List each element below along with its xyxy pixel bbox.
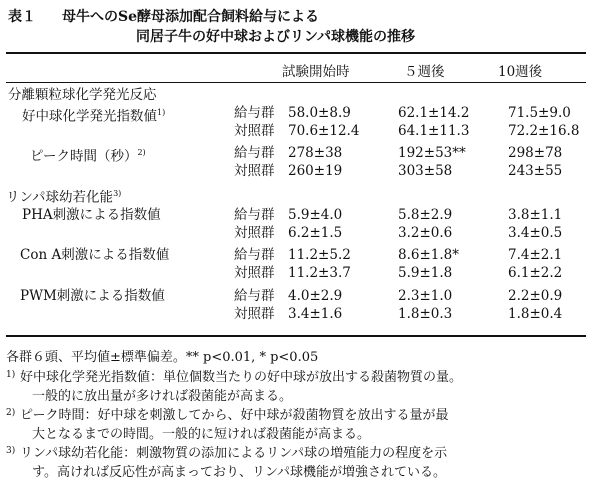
table-header-rule xyxy=(6,82,586,83)
footnote-mark-3: 3) xyxy=(6,446,16,456)
footnote-mark-1: 1) xyxy=(6,370,16,380)
row-group: 給与群 xyxy=(234,105,275,121)
table-cell: 1.8±0.4 xyxy=(508,306,563,322)
table-cell: 2.3±1.0 xyxy=(398,288,453,304)
table-cell: 3.4±1.6 xyxy=(288,306,343,322)
table-cell: 3.4±0.5 xyxy=(508,225,563,241)
table-cell: 11.2±5.2 xyxy=(288,247,351,263)
row-group: 給与群 xyxy=(234,145,275,161)
table-cell: 303±58 xyxy=(398,163,453,179)
table-cell: 72.2±16.8 xyxy=(508,123,580,139)
table-cell: 6.1±2.2 xyxy=(508,265,563,281)
table-cell: 192±53** xyxy=(398,145,466,161)
table-cell: 5.9±1.8 xyxy=(398,265,453,281)
footnote-1-line-1: 好中球化学発光指数値：単位個数当たりの好中球が放出する殺菌物質の量。 xyxy=(20,370,463,385)
table-cell: 71.5±9.0 xyxy=(508,105,571,121)
row-group: 給与群 xyxy=(234,288,275,304)
footnote-3-line-1: リンパ球幼若化能：刺激物質の添加によるリンパ球の増殖能力の程度を示 xyxy=(20,446,448,461)
table-cell: 260±19 xyxy=(288,163,343,179)
table-cell: 5.9±4.0 xyxy=(288,207,343,223)
table-cell: 5.8±2.9 xyxy=(398,207,453,223)
row-label: Con A刺激による指数値 xyxy=(20,247,170,263)
title-line-1: 母牛へのSe酵母添加配合飼料給与による xyxy=(62,9,320,25)
table-cell: 70.6±12.4 xyxy=(288,123,360,139)
row-group: 対照群 xyxy=(234,225,275,241)
footnote-3-line-2: す。高ければ反応性が高まっており、リンパ球機能が増強されている。 xyxy=(32,465,447,480)
table-top-rule xyxy=(6,52,586,54)
table-cell: 58.0±8.9 xyxy=(288,105,351,121)
column-header-start: 試験開始時 xyxy=(282,64,350,80)
footnote-2-line-1: ピーク時間：好中球を刺激してから、好中球が殺菌物質を放出する量が最 xyxy=(20,408,449,423)
column-header-week10: 10週後 xyxy=(498,64,543,80)
table-cell: 278±38 xyxy=(288,145,343,161)
table-cell: 7.4±2.1 xyxy=(508,247,563,263)
table-cell: 64.1±11.3 xyxy=(398,123,470,139)
table-title xyxy=(0,2,591,45)
table-cell: 62.1±14.2 xyxy=(398,105,470,121)
row-group: 給与群 xyxy=(234,247,275,263)
table-cell: 6.2±1.5 xyxy=(288,225,343,241)
row-group: 対照群 xyxy=(234,163,275,179)
table-cell: 298±78 xyxy=(508,145,563,161)
table-bottom-rule xyxy=(6,335,586,337)
table-cell: 3.8±1.1 xyxy=(508,207,563,223)
section-heading-lymphocyte: リンパ球幼若化能$^{3)}$ xyxy=(6,189,122,206)
column-header-week5: ５週後 xyxy=(404,64,445,80)
row-group: 対照群 xyxy=(234,265,275,281)
table-cell: 1.8±0.3 xyxy=(398,306,453,322)
row-group: 対照群 xyxy=(234,306,275,322)
table-cell: 3.2±0.6 xyxy=(398,225,453,241)
section-heading-granulocyte: 分離顆粒球化学発光反応 xyxy=(8,87,157,103)
row-label: PWM刺激による指数値 xyxy=(20,288,165,304)
note-summary: 各群６頭、平均値±標準偏差。** p<0.01, * p<0.05 xyxy=(6,350,319,365)
row-label: 好中球化学発光指数値$^{1)}$ xyxy=(22,108,166,125)
table-cell: 8.6±1.8* xyxy=(398,247,460,263)
row-label: ピーク時間（秒）$^{2)}$ xyxy=(30,148,146,165)
footnote-2-line-2: 大となるまでの時間。一般的に短ければ殺菌能が高まる。 xyxy=(32,427,371,442)
table-cell: 11.2±3.7 xyxy=(288,265,351,281)
row-label: PHA刺激による指数値 xyxy=(22,207,161,223)
row-group: 対照群 xyxy=(234,123,275,139)
title-line-2: 同居子牛の好中球およびリンパ球機能の推移 xyxy=(136,29,416,45)
row-group: 給与群 xyxy=(234,207,275,223)
table-number: 表１ xyxy=(8,9,36,25)
table-cell: 243±55 xyxy=(508,163,563,179)
footnote-1-line-2: 一般的に放出量が多ければ殺菌能が高まる。 xyxy=(32,389,293,404)
table-cell: 2.2±0.9 xyxy=(508,288,563,304)
table-cell: 4.0±2.9 xyxy=(288,288,343,304)
footnote-mark-2: 2) xyxy=(6,408,16,418)
